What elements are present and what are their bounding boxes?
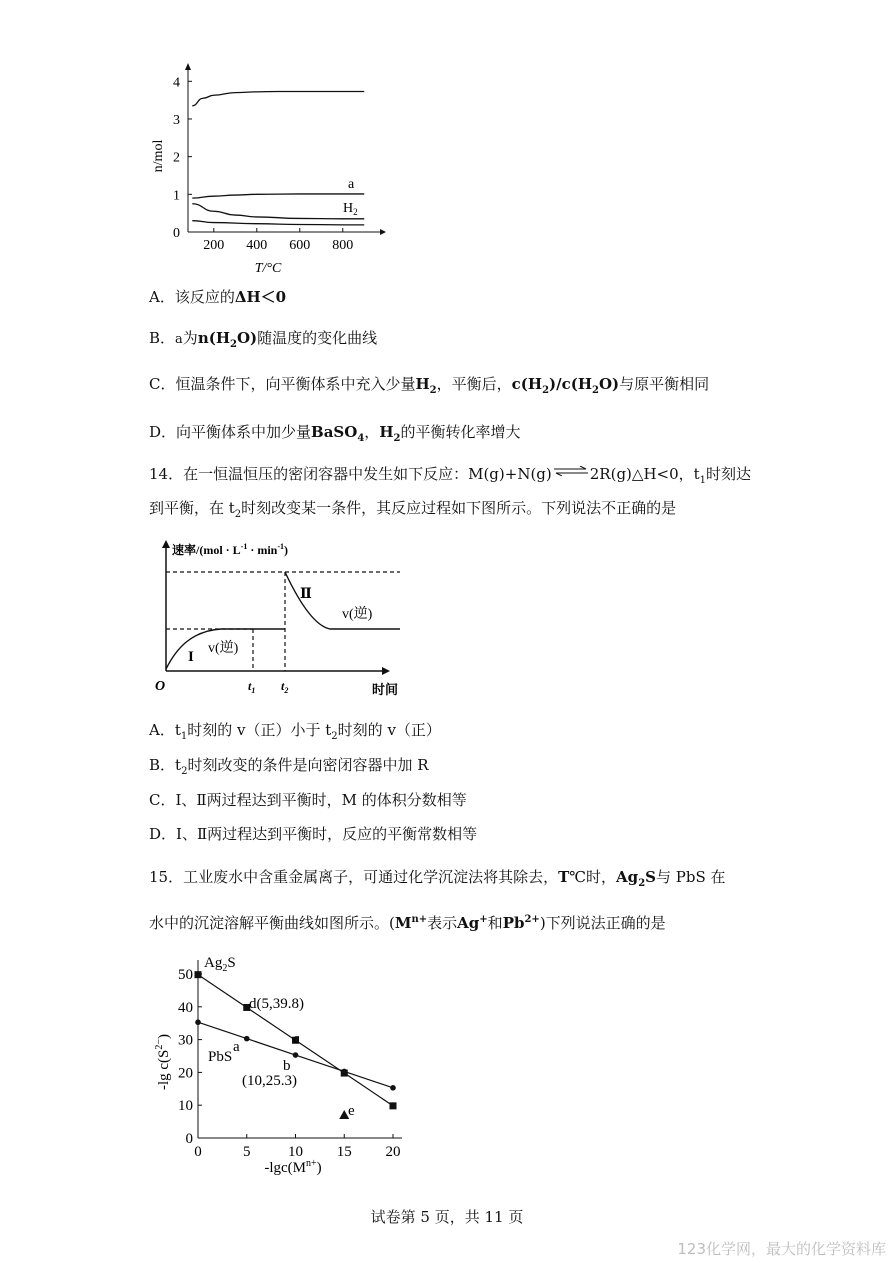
q14-option-d[interactable]: D．I、Ⅱ两过程达到平衡时，反应的平衡常数相等 (149, 825, 478, 843)
chart3-point-PbS (293, 1052, 299, 1058)
q15-stem-line1: 15．工业废水中含重金属离子，可通过化学沉淀法将其除去，T℃时，$Ag_2S$与 PbS 在 (149, 868, 726, 889)
chart2-label-i: I (188, 649, 194, 665)
chart3-y-tick-label: 40 (178, 999, 193, 1016)
chart2-t1: $t_1$ (248, 679, 256, 695)
chart1-series-line-2 (192, 204, 364, 219)
chart2-x-arrow (382, 667, 390, 675)
chart1-series-line-1 (192, 194, 364, 198)
q14-stem-line1: 14．在一恒温恒压的密闭容器中发生如下反应：M(g)+N(g) 2R(g)△H<0，$t_1$时刻达 (149, 463, 751, 486)
chart2-label-ii: Ⅱ (300, 587, 312, 602)
solubility-equilibrium-chart (150, 950, 420, 1180)
chart3-point-Ag2S (390, 1102, 397, 1109)
temperature-moles-chart (140, 60, 400, 280)
rate-time-chart (150, 538, 420, 703)
chart3-x-tick-label: 15 (336, 1144, 352, 1160)
chart3-label-e: e (348, 1103, 355, 1119)
chart1-y-tick-label: 2 (173, 150, 180, 166)
chart3-label-pbs: PbS (208, 1049, 233, 1065)
chart1-y-arrow (185, 63, 191, 70)
chart1-label-a: a (348, 177, 355, 192)
chart3-y-tick-label: 50 (178, 967, 193, 983)
q13-option-b[interactable]: B．a为$n(H_2O)$随温度的变化曲线 (149, 329, 378, 350)
chart1-series (192, 91, 364, 224)
chart1-y-tick-label: 3 (173, 112, 180, 128)
chart3-y-tick-label: 30 (178, 1032, 193, 1049)
chart2-vrev-2: v(逆) (342, 607, 373, 622)
chart1-xlabel: T/°C (254, 261, 282, 276)
chart3-label-ag2s: $Ag_2S$ (204, 955, 236, 974)
chart3-label-b: b (283, 1058, 291, 1074)
chart3-x-tick-label: 20 (385, 1144, 401, 1160)
chart3-y-tick-label: 10 (178, 1098, 193, 1115)
chart1-ylabel: n/mol (151, 139, 166, 173)
chart3-y-tick-label: 0 (185, 1131, 193, 1147)
chart1-y-tick-label: 4 (173, 75, 180, 91)
chart3-xlabel: $-\lg c(M^{n+})$ (264, 1158, 322, 1176)
chart1-series-line-0 (192, 91, 364, 105)
chart1-x-tick-label: 400 (246, 238, 268, 253)
chart3-point-Ag2S (195, 971, 202, 978)
chart1-x-tick-label: 600 (289, 238, 311, 253)
chart3-label-d: d(5,39.8) (249, 996, 304, 1012)
chart1-x-tick-label: 800 (332, 238, 354, 253)
chart1-y-tick-label: 1 (173, 188, 180, 204)
chart1-y-tick-label: 0 (173, 226, 180, 241)
q14-option-a[interactable]: A．$t_1$时刻的 v（正）小于 $t_2$时刻的 v（正） (149, 721, 441, 742)
chart2-y-arrow (162, 540, 170, 548)
chart3-x-tick-label: 10 (288, 1144, 303, 1160)
q14-option-b[interactable]: B．$t_2$时刻改变的条件是向密闭容器中加 R (149, 756, 429, 777)
chart2-vrev-1: v(逆) (208, 641, 239, 656)
chart2-ylabel: 速率$/(mol \cdot L^{-1} \cdot \min^{-1})$ (172, 542, 289, 557)
chart3-label-c: c (293, 1031, 300, 1047)
q13-option-a[interactable]: A．该反应的ΔH＜0 (149, 288, 287, 306)
chart2-t2: $t_2$ (281, 679, 289, 695)
q15-stem-line2: 水中的沉淀溶解平衡曲线如图所示。($M^{n+}$表示Ag+和$Pb^{2+}$)下列说法正确的是 (149, 914, 666, 932)
chart3-x-tick-label: 5 (243, 1144, 251, 1160)
chart1-label-h2: $H_2$ (343, 201, 358, 217)
chart2-xlabel: 时间 (372, 682, 399, 697)
q14-option-c[interactable]: C．I、Ⅱ两过程达到平衡时，M 的体积分数相等 (149, 791, 467, 809)
chart3-ylabel: -lg $c(S^{2-})$ (154, 1033, 172, 1091)
chart3-point-PbS (341, 1069, 347, 1075)
q14-stem-line2: 到平衡，在 $t_2$时刻改变某一条件，其反应过程如下图所示。下列说法不正确的是 (149, 499, 677, 520)
chart3-x-tick-label: 0 (194, 1144, 202, 1160)
equilibrium-arrow-icon (552, 462, 590, 480)
page-footer: 试卷第 5 页，共 11 页 (370, 1208, 524, 1226)
chart1-x-tick-label: 200 (203, 238, 225, 253)
chart3-y-tick-label: 20 (178, 1065, 193, 1082)
chart1-series-line-3 (192, 221, 364, 225)
chart3-label-b-coord: (10,25.3) (242, 1073, 297, 1089)
chart3-point-PbS (390, 1085, 396, 1091)
chart3-point-PbS (244, 1036, 250, 1042)
chart3-point-PbS (195, 1019, 201, 1025)
chart1-x-arrow (380, 229, 386, 235)
chart3-label-a: a (233, 1039, 240, 1055)
site-watermark: 123化学网，最大的化学资料库 (677, 1240, 886, 1258)
q13-option-d[interactable]: D．向平衡体系中加少量BaSO$_4$，$H_2$的平衡转化率增大 (149, 423, 521, 444)
chart2-origin: O (155, 679, 166, 694)
q13-option-c[interactable]: C．恒温条件下，向平衡体系中充入少量$H_2$，平衡后，$c(H_2)/c(H_2O)$与原平衡相同 (149, 375, 710, 396)
